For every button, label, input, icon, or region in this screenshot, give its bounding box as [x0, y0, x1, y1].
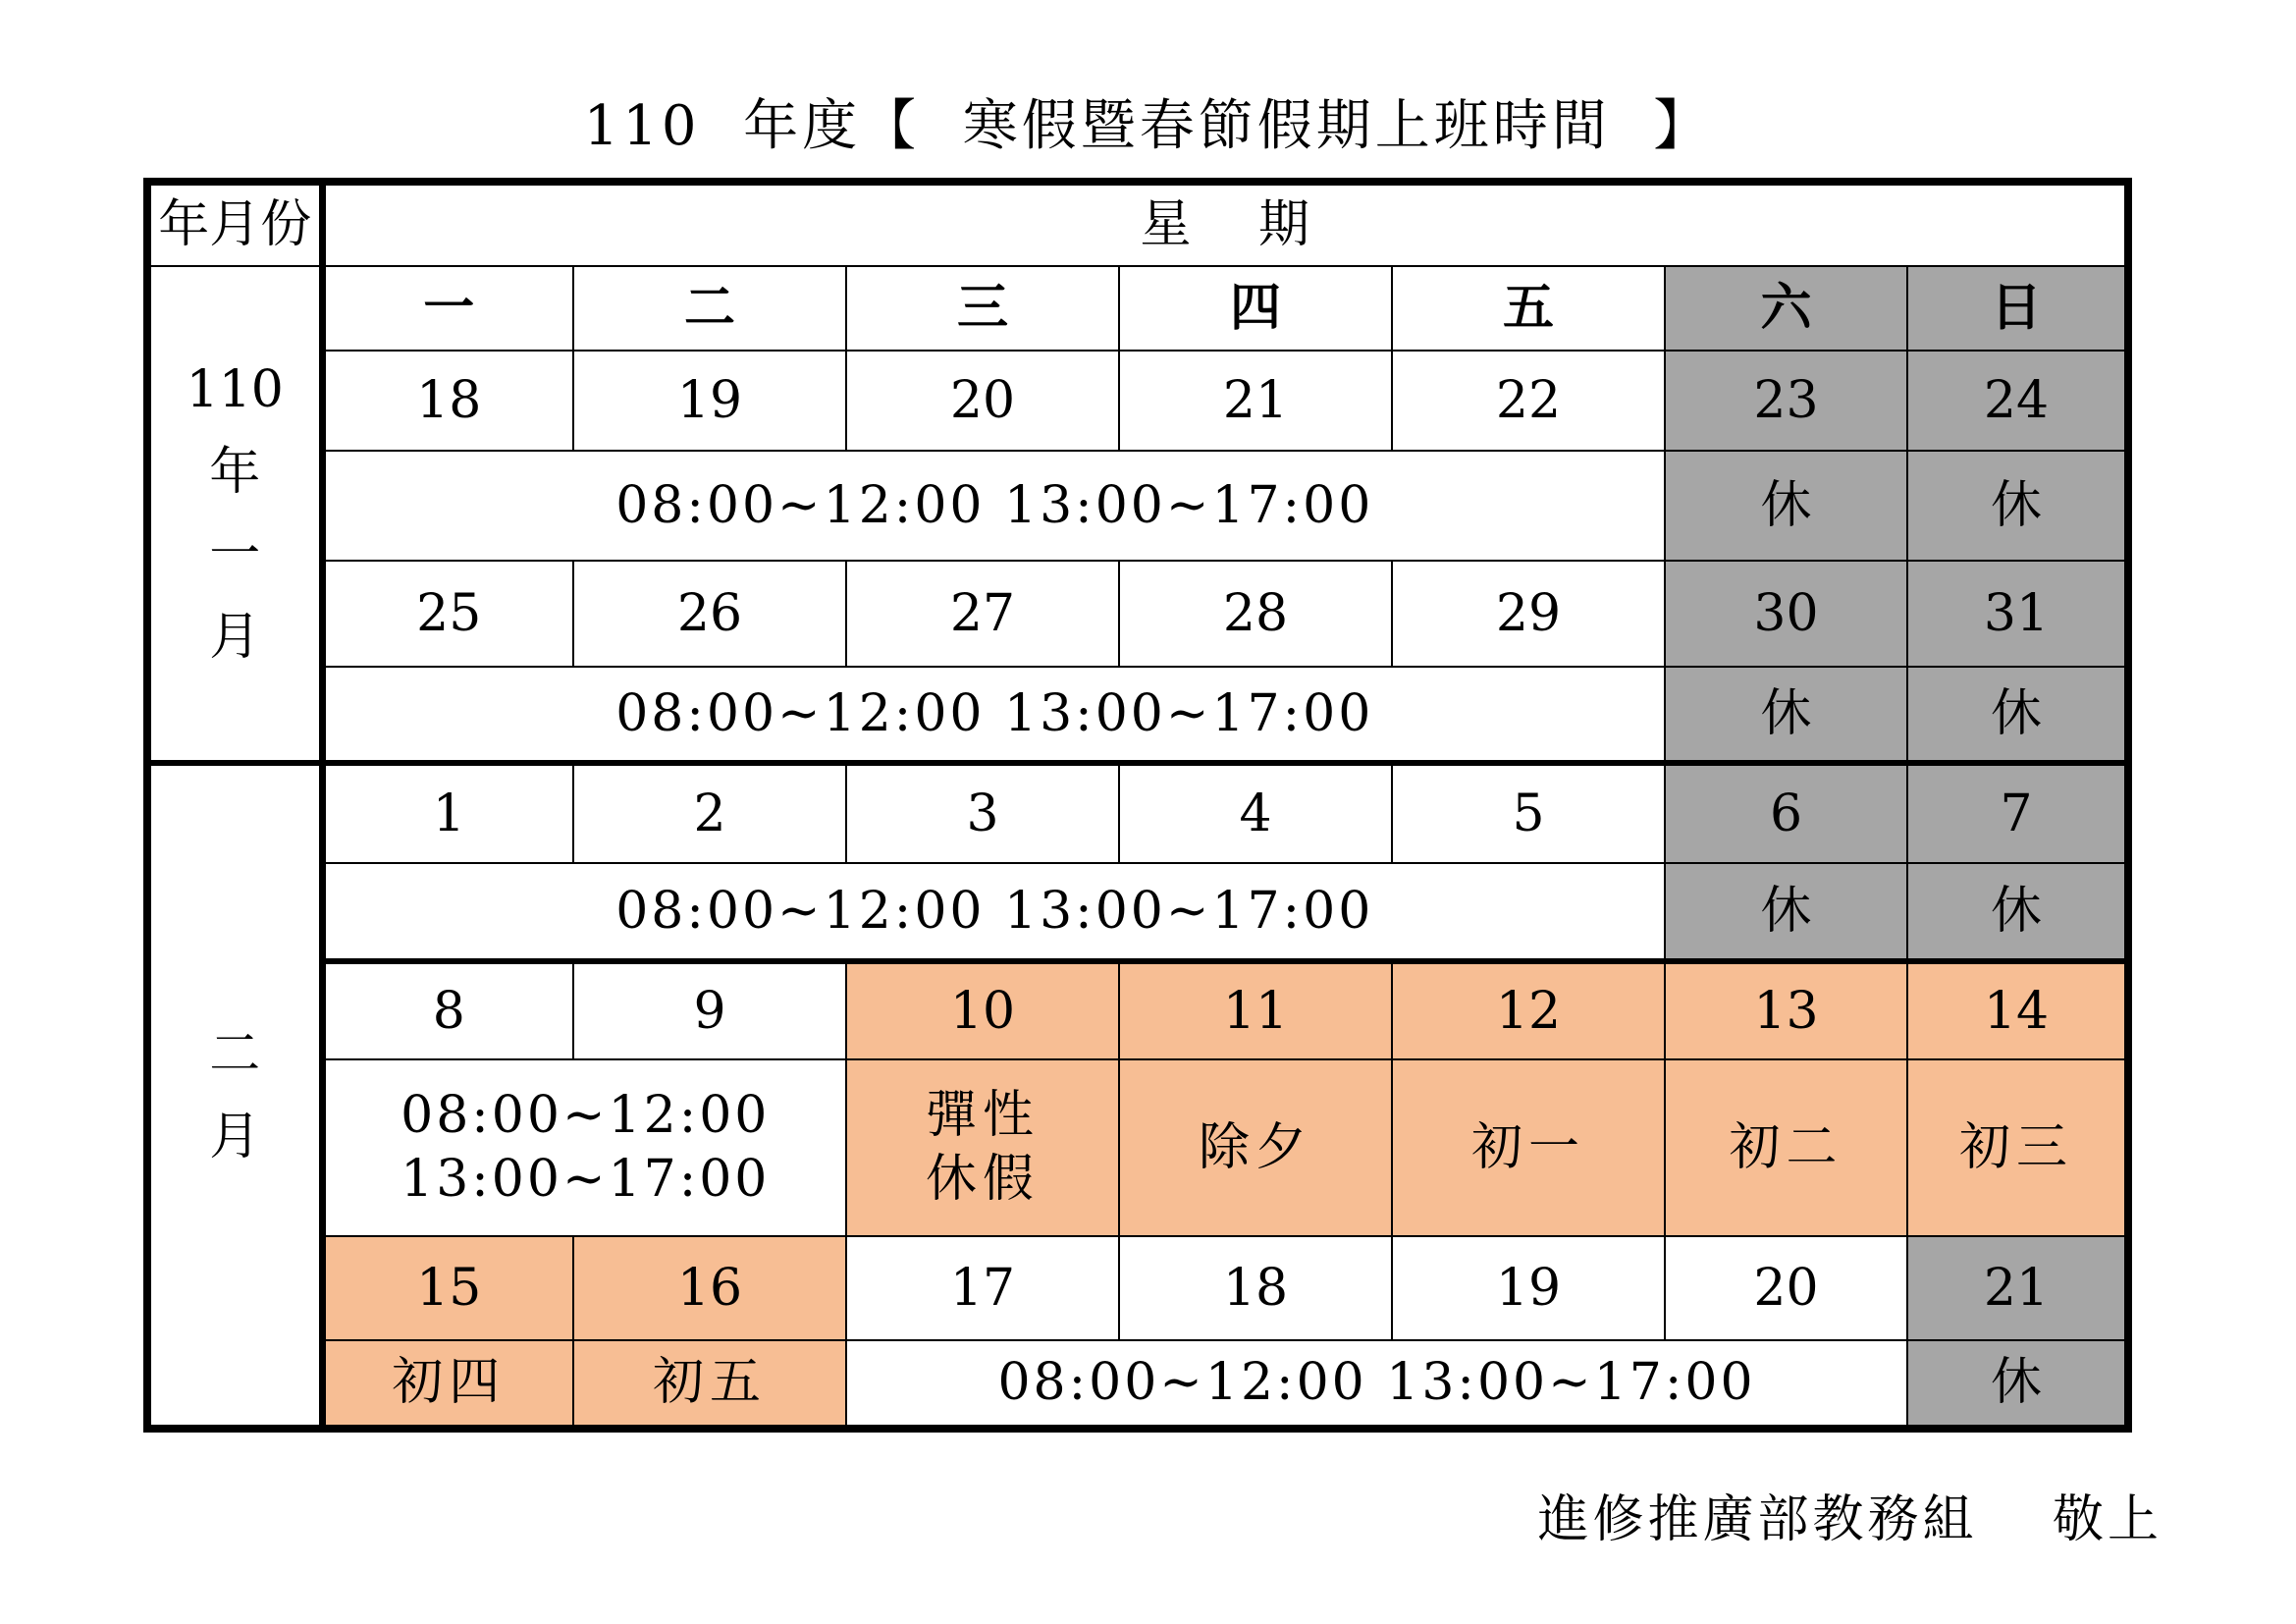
office-hours-pm: 13:00~17:00 [400, 1150, 771, 1209]
date-cell-weekend: 6 [1665, 763, 1907, 863]
date-cell-weekend: 30 [1665, 561, 1907, 667]
day-off-label: 休 [1907, 863, 2128, 961]
month-year: 110 [186, 360, 284, 419]
date-cell: 18 [322, 351, 573, 451]
date-cell-weekend: 24 [1907, 351, 2128, 451]
date-cell: 28 [1119, 561, 1392, 667]
date-cell-weekend: 21 [1907, 1236, 2128, 1340]
holiday-day-1: 初一 [1392, 1059, 1665, 1236]
holiday-day-5: 初五 [573, 1340, 846, 1429]
month-label-january [147, 266, 322, 763]
holiday-day-2: 初二 [1665, 1059, 1907, 1236]
date-cell: 29 [1392, 561, 1665, 667]
month-number: 二 [209, 1024, 261, 1084]
month-unit: 月 [209, 1107, 261, 1166]
date-cell: 4 [1119, 763, 1392, 863]
weekday-group-header: 星 期 [322, 182, 2128, 266]
office-hours-am: 08:00~12:00 [400, 1086, 771, 1145]
month-label-february [147, 763, 322, 1429]
day-off-label: 休 [1665, 863, 1907, 961]
date-cell: 20 [1665, 1236, 1907, 1340]
date-cell: 22 [1392, 351, 1665, 451]
office-hours: 08:00~12:00 13:00~17:00 [322, 863, 1665, 961]
date-cell: 5 [1392, 763, 1665, 863]
weekday-mon: 一 [322, 266, 573, 351]
date-cell-weekend: 23 [1665, 351, 1907, 451]
date-cell: 9 [573, 961, 846, 1059]
office-hours: 08:00~12:00 13:00~17:00 [322, 667, 1665, 763]
schedule-table [143, 178, 2132, 1433]
date-cell: 2 [573, 763, 846, 863]
office-hours: 08:00~12:00 13:00~17:00 [846, 1340, 1907, 1429]
date-cell: 19 [573, 351, 846, 451]
month-number: 一 [209, 525, 261, 584]
date-cell-weekend: 7 [1907, 763, 2128, 863]
date-cell: 20 [846, 351, 1119, 451]
date-cell-holiday: 16 [573, 1236, 846, 1340]
date-cell: 21 [1119, 351, 1392, 451]
day-off-label: 休 [1665, 667, 1907, 763]
date-cell-holiday: 14 [1907, 961, 2128, 1059]
day-off-label: 休 [1907, 451, 2128, 561]
weekday-sun: 日 [1907, 266, 2128, 351]
date-cell: 8 [322, 961, 573, 1059]
month-unit: 月 [209, 608, 261, 667]
holiday-flexible-leave-line2: 休假 [925, 1150, 1040, 1209]
office-hours-two-line [322, 1059, 846, 1236]
date-cell: 26 [573, 561, 846, 667]
date-cell-holiday: 10 [846, 961, 1119, 1059]
date-cell: 25 [322, 561, 573, 667]
date-cell: 17 [846, 1236, 1119, 1340]
weekday-fri: 五 [1392, 266, 1665, 351]
holiday-flexible-leave-line1: 彈性 [925, 1086, 1040, 1145]
weekday-thu: 四 [1119, 266, 1392, 351]
date-cell-holiday: 13 [1665, 961, 1907, 1059]
date-cell: 27 [846, 561, 1119, 667]
office-hours: 08:00~12:00 13:00~17:00 [322, 451, 1665, 561]
holiday-day-4: 初四 [322, 1340, 573, 1429]
month-year-unit: 年 [209, 443, 261, 502]
date-cell: 19 [1392, 1236, 1665, 1340]
signature: 進修推廣部教務組 敬上 [1537, 1490, 2163, 1549]
weekday-tue: 二 [573, 266, 846, 351]
day-off-label: 休 [1907, 667, 2128, 763]
date-cell-holiday: 15 [322, 1236, 573, 1340]
date-cell: 18 [1119, 1236, 1392, 1340]
month-column-header: 年月份 [147, 182, 322, 266]
day-off-label: 休 [1907, 1340, 2128, 1429]
day-off-label: 休 [1665, 451, 1907, 561]
page-title: 110 年度【 寒假暨春節假期上班時間 】 [583, 94, 1713, 158]
holiday-new-years-eve: 除夕 [1119, 1059, 1392, 1236]
date-cell-holiday: 12 [1392, 961, 1665, 1059]
weekday-sat: 六 [1665, 266, 1907, 351]
date-cell-weekend: 31 [1907, 561, 2128, 667]
date-cell-holiday: 11 [1119, 961, 1392, 1059]
date-cell: 1 [322, 763, 573, 863]
holiday-day-3: 初三 [1907, 1059, 2128, 1236]
weekday-wed: 三 [846, 266, 1119, 351]
date-cell: 3 [846, 763, 1119, 863]
holiday-flexible-leave [846, 1059, 1119, 1236]
